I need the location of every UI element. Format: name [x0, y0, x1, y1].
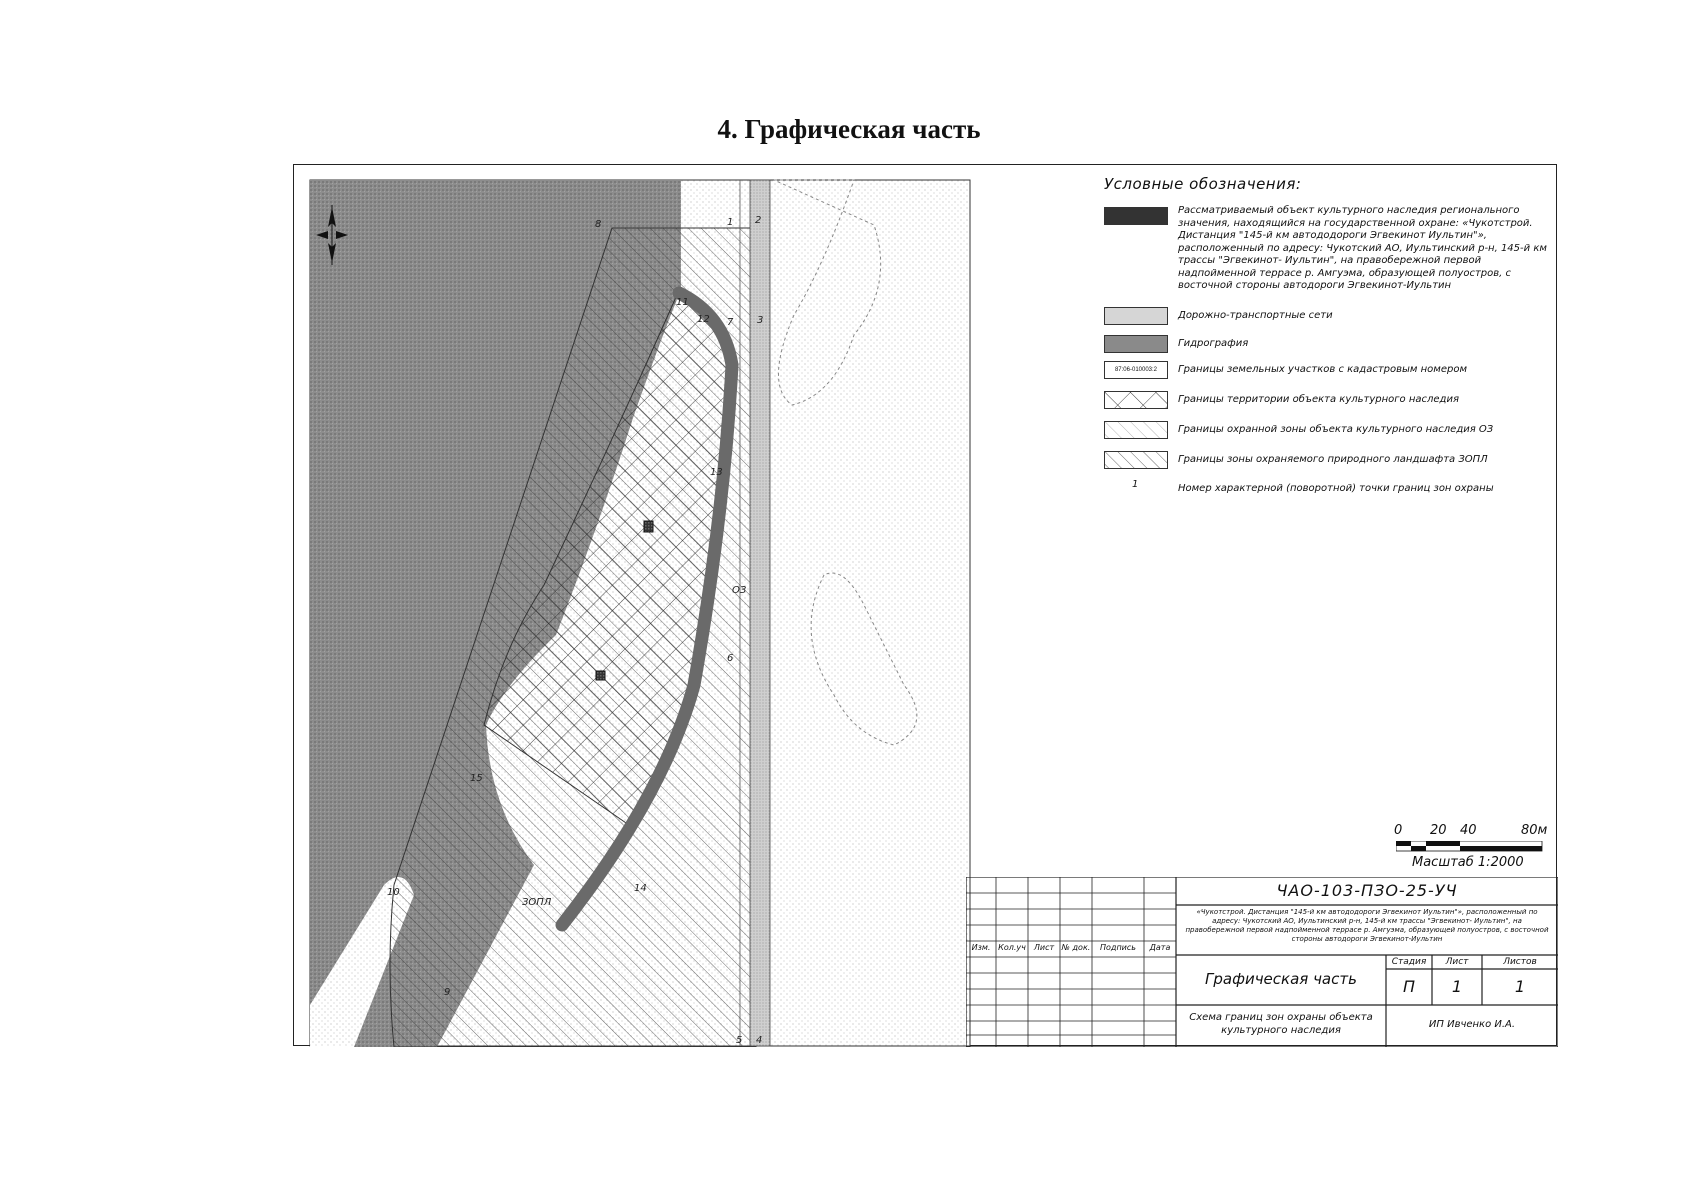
legend-text-hydrography: Гидрография — [1178, 338, 1249, 349]
scale-tick-80: 80м — [1521, 823, 1548, 838]
point-label: 9 — [444, 987, 451, 998]
point-label: 10 — [387, 887, 400, 898]
point-label: 14 — [634, 883, 647, 894]
legend-swatch-hydrography — [1104, 335, 1168, 353]
legend-text-point-number: Номер характерной (поворотной) точки границ зон охраны — [1178, 483, 1494, 494]
legend-swatch-cadastral — [1104, 361, 1168, 379]
point-label: 15 — [470, 773, 483, 784]
stamp-header-sign: Подпись — [1100, 943, 1136, 952]
point-label: 3 — [757, 315, 764, 326]
page-title: 4. Графическая часть — [717, 114, 981, 144]
stamp-header-doc: № док. — [1061, 943, 1091, 952]
stamp-sheet-title: Графическая часть — [1205, 970, 1357, 988]
stamp-organization: ИП Ивченко И.А. — [1428, 1019, 1516, 1030]
stamp-sheets-label: Листов — [1503, 957, 1537, 967]
heritage-object-marker[interactable] — [596, 671, 605, 680]
point-label: 1 — [727, 217, 734, 228]
point-label: 13 — [710, 467, 723, 478]
legend-text-roads: Дорожно-транспортные сети — [1178, 310, 1333, 321]
point-label: 5 — [736, 1035, 743, 1046]
point-label: 2 — [755, 215, 762, 226]
road — [750, 180, 770, 1046]
legend-swatch-territory — [1104, 391, 1168, 409]
stamp-drawing-name: Схема границ зон охраны объекта культурного наследия — [1189, 1012, 1373, 1036]
stamp-code: ЧАО-103-ПЗО-25-УЧ — [1276, 881, 1458, 900]
point-label: 6 — [727, 653, 734, 664]
stamp-header-date: Дата — [1149, 943, 1171, 952]
stamp-header-kol: Кол.уч — [998, 943, 1026, 952]
legend-text-cadastral: Границы земельных участков с кадастровым номером — [1178, 364, 1468, 375]
stamp-stage: П — [1402, 977, 1416, 996]
point-label: 11 — [676, 297, 689, 308]
stamp-header-list: Лист — [1033, 943, 1055, 952]
stamp-stage-label: Стадия — [1391, 957, 1427, 967]
legend-swatch-protection-zone — [1104, 421, 1168, 439]
scale-tick-0: 0 — [1394, 823, 1403, 838]
scale-tick-40: 40 — [1460, 823, 1477, 838]
heritage-object-marker[interactable] — [644, 521, 653, 532]
stamp-description: «Чукотстрой. Дистанция "145-й км автододороги Эгвекинот Иультин"», расположенный по адресу: Чукотский АО, Иультинский р-н, 145-й км трассы "Эгвекинот- Иультин", на правобережной первой надпойменной террасе р. Амгуэма, образующей полуостров, с восточной стороны автодороги Эгвекинот-Иультин — [1185, 908, 1549, 943]
stamp-sheets: 1 — [1514, 977, 1526, 996]
point-label: 7 — [727, 317, 734, 328]
zone-label-zopl: ЗОПЛ — [522, 897, 552, 908]
legend-text-territory: Границы территории объекта культурного наследия — [1178, 394, 1459, 405]
stamp-header-izm: Изм. — [971, 943, 991, 952]
legend-text-protection-zone: Границы охранной зоны объекта культурного наследия ОЗ — [1178, 424, 1494, 435]
legend-swatch-cadastral-label: 87:06-010003:2 — [1114, 367, 1158, 373]
legend-text-landscape-zone: Границы зоны охраняемого природного ландшафта ЗОПЛ — [1178, 454, 1488, 465]
point-label: 12 — [697, 314, 710, 325]
map-sheet — [293, 164, 1557, 1046]
legend-swatch-heritage-object — [1104, 207, 1168, 225]
legend-title: Условные обозначения: — [1104, 175, 1302, 193]
point-label: 4 — [756, 1035, 763, 1046]
stamp-sheet: 1 — [1451, 977, 1463, 996]
scale-bar — [1394, 823, 1564, 883]
scale-bar-graphic — [1396, 841, 1546, 853]
title-block — [966, 877, 1558, 1047]
point-label: 8 — [595, 219, 602, 230]
scale-label: Масштаб 1:2000 — [1412, 855, 1524, 870]
legend-swatch-point-number: 1 — [1132, 479, 1139, 490]
scale-tick-20: 20 — [1430, 823, 1447, 838]
stamp-sheet-label: Лист — [1445, 957, 1469, 967]
zone-label-oz: ОЗ — [732, 585, 747, 596]
legend-swatch-landscape-zone — [1104, 451, 1168, 469]
legend-text-heritage-object: Рассматриваемый объект культурного наследия регионального значения, находящийся на государственной охране: «Чукотстрой. Дистанция "145-й км автододороги Эгвекинот Иультин"», расположенный по адресу: Чукотский АО, Иультинский р-н, 145-й км трассы "Эгвекинот- Иультин", на правобережной первой надпойменной террасе р. Амгуэма, образующей полуостров, с восточной стороны автодороги Эгвекинот-Иультин — [1178, 205, 1547, 291]
legend-swatch-roads — [1104, 307, 1168, 325]
